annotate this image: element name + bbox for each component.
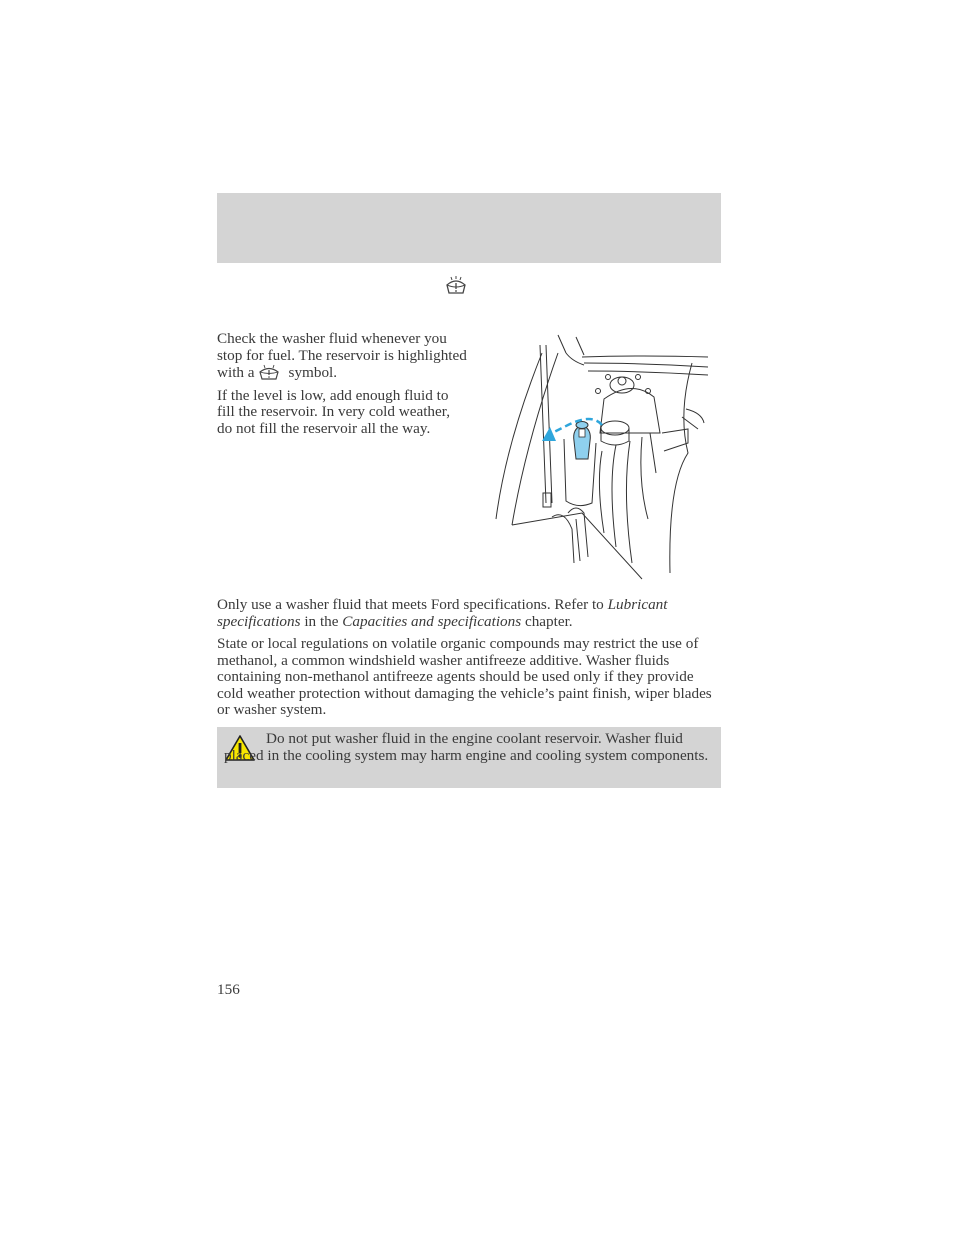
intro-paragraph-1 — [217, 331, 467, 382]
intro-text-after-icon: symbol. — [288, 364, 338, 381]
intro-paragraph-2: If the level is low, add enough fluid to fill the reservoir. In very cold weather, do not fill the reservoir all the way. — [217, 386, 451, 437]
spec-text-a: Only use a washer fluid that meets Ford specifications. Refer to — [217, 596, 604, 613]
body-text — [217, 597, 721, 725]
spec-text-c: chapter. — [524, 612, 573, 630]
page-number: 156 — [217, 981, 240, 998]
engine-compartment-illustration — [492, 333, 716, 581]
spec-text-b: in the — [304, 612, 339, 630]
washer-fluid-inline-icon — [257, 364, 281, 381]
lubricant-spec-ref: Lubricant specifications — [217, 596, 668, 630]
spec-paragraph — [217, 597, 721, 630]
regulations-paragraph: State or local regulations on volatile organic compounds may restrict the use of methanol, a common windshield washer antifreeze additive. Washer fluids containing non-methanol antifreeze agents should be used only if they provide cold weather protection without damaging the vehicle’s paint finish, wiper blades or washer system. — [217, 635, 712, 718]
capacities-spec-ref: Capacities and specifications — [342, 612, 522, 630]
warning-text: Do not put washer fluid in the engine coolant reservoir. Washer fluid placed in the cooling system may harm engine and cooling system components. — [224, 730, 709, 764]
intro-text — [217, 331, 467, 443]
warning-box — [217, 727, 721, 788]
washer-fluid-icon — [445, 276, 467, 296]
intro-text-before-icon: Check the washer fluid whenever you stop for fuel. The reservoir is highlighted with a — [217, 330, 467, 381]
chapter-header-band — [217, 193, 721, 263]
